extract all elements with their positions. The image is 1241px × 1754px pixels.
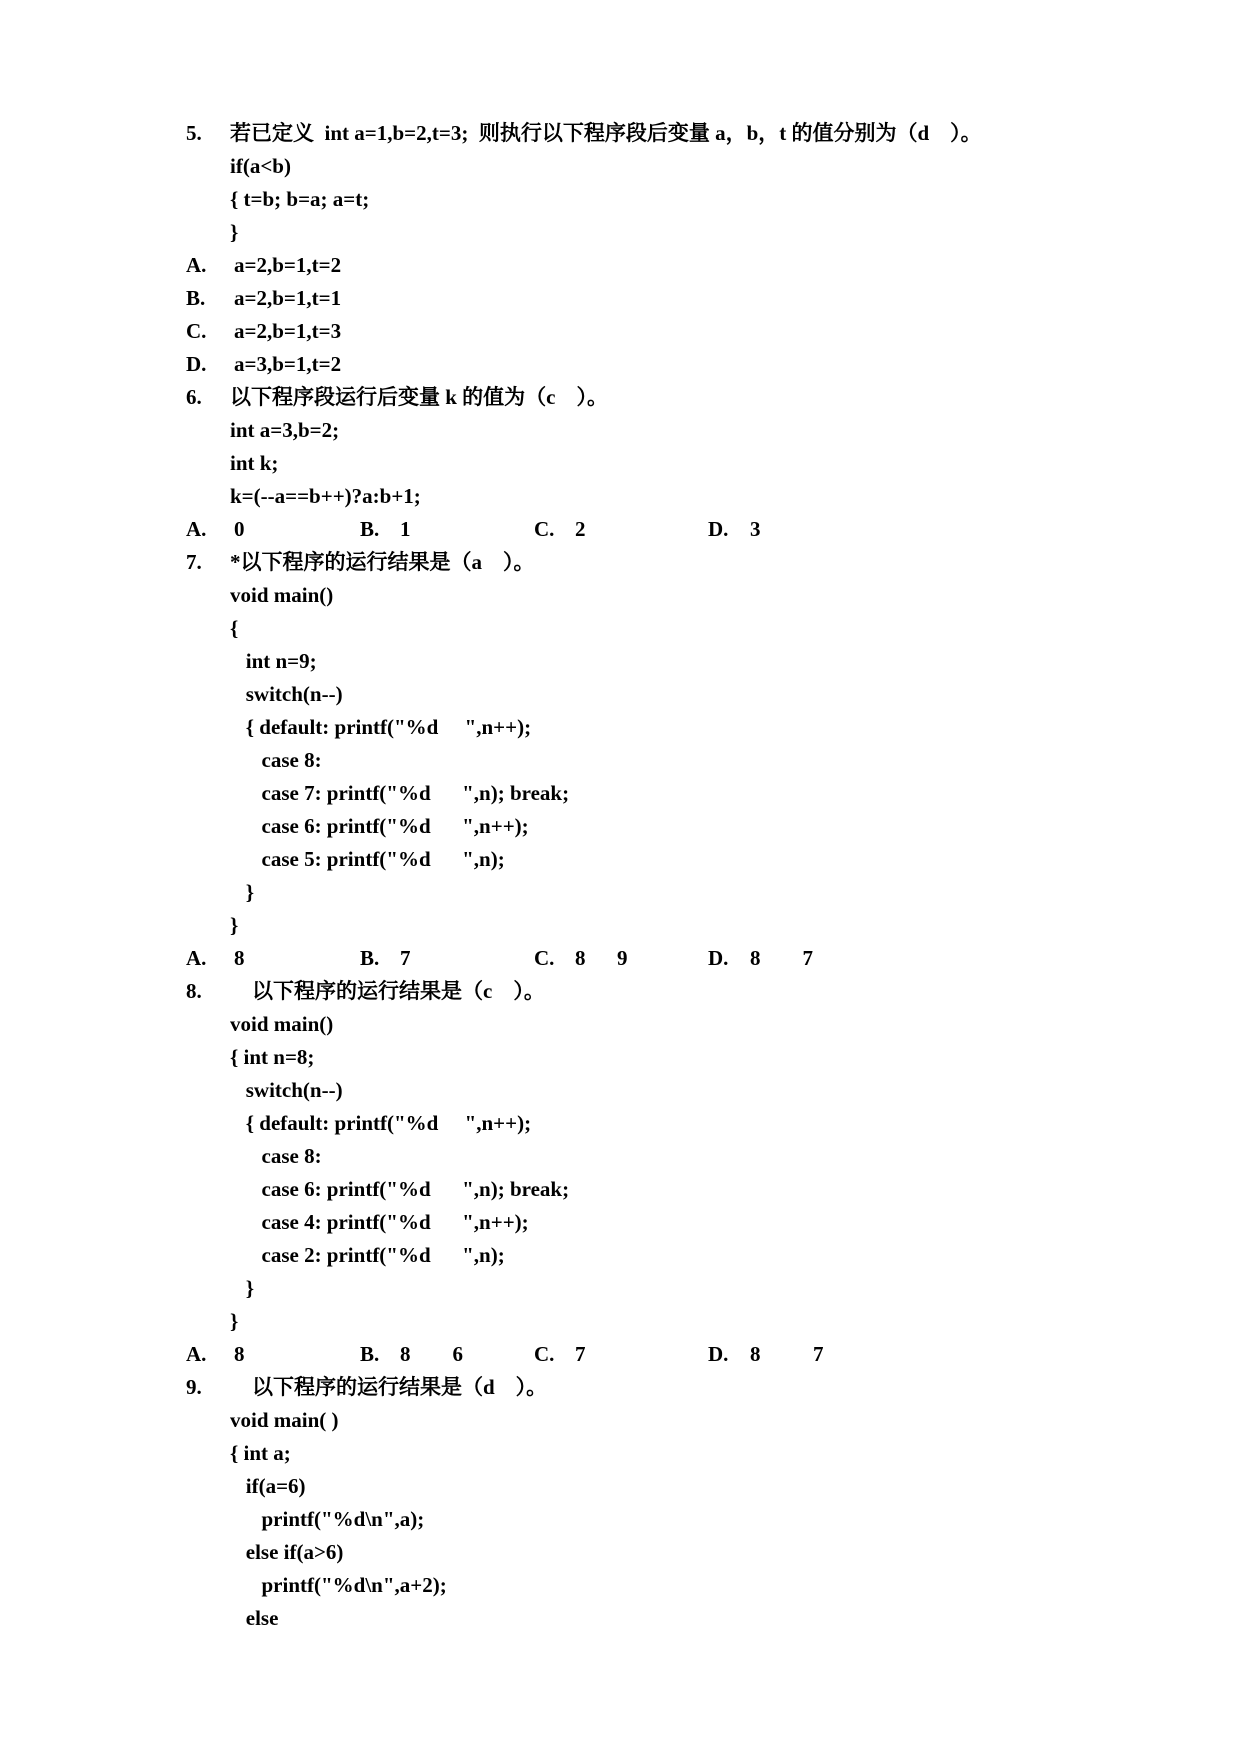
option-text: a=2,b=1,t=1 xyxy=(234,286,342,310)
option-text: 2 xyxy=(575,517,586,541)
question-number: 6. xyxy=(186,385,202,409)
option-label: A. xyxy=(186,946,207,970)
code-line: void main() xyxy=(230,583,334,607)
code-line: case 5: printf("%d ",n); xyxy=(230,847,505,871)
code-line: printf("%d\n",a); xyxy=(230,1507,425,1531)
question-stem: 以下程序的运行结果是（d ）。 xyxy=(252,1375,548,1399)
option-text: 7 xyxy=(400,946,411,970)
option-label: B. xyxy=(360,946,380,970)
code-line: { xyxy=(230,616,239,640)
question-stem: 以下程序段运行后变量 k 的值为（c ）。 xyxy=(230,385,608,409)
question-number: 7. xyxy=(186,550,202,574)
option-label: C. xyxy=(186,319,207,343)
code-line: case 6: printf("%d ",n); break; xyxy=(230,1177,570,1201)
option-text: 8 9 xyxy=(575,946,628,970)
code-line: switch(n--) xyxy=(230,682,343,706)
option-text: 8 xyxy=(234,1342,245,1366)
option-label: A. xyxy=(186,253,207,277)
question-stem: *以下程序的运行结果是（a ）。 xyxy=(230,550,535,574)
code-line: { int n=8; xyxy=(230,1045,315,1069)
code-line: printf("%d\n",a+2); xyxy=(230,1573,447,1597)
code-line: int n=9; xyxy=(230,649,317,673)
code-line: case 7: printf("%d ",n); break; xyxy=(230,781,570,805)
option-text: 7 xyxy=(575,1342,586,1366)
code-line: void main( ) xyxy=(230,1408,339,1432)
code-line: case 2: printf("%d ",n); xyxy=(230,1243,505,1267)
option-label: B. xyxy=(360,517,380,541)
question-stem: 若已定义 int a=1,b=2,t=3; 则执行以下程序段后变量 a，b，t 的值分别为（d ）。 xyxy=(230,121,982,145)
code-line: { default: printf("%d ",n++); xyxy=(230,1111,532,1135)
option-label: D. xyxy=(708,946,729,970)
question-stem: 以下程序的运行结果是（c ）。 xyxy=(252,979,545,1003)
option-label: B. xyxy=(186,286,206,310)
code-line: case 4: printf("%d ",n++); xyxy=(230,1210,529,1234)
option-text: a=3,b=1,t=2 xyxy=(234,352,342,376)
code-line: { int a; xyxy=(230,1441,291,1465)
code-line: if(a=6) xyxy=(230,1474,306,1498)
code-line: int k; xyxy=(230,451,279,475)
option-label: D. xyxy=(708,1342,729,1366)
code-line: } xyxy=(230,1309,239,1333)
option-label: C. xyxy=(534,1342,555,1366)
code-line: if(a<b) xyxy=(230,154,291,178)
code-line: { default: printf("%d ",n++); xyxy=(230,715,532,739)
option-label: B. xyxy=(360,1342,380,1366)
code-line: } xyxy=(230,880,255,904)
option-text: 8 xyxy=(234,946,245,970)
code-line: case 8: xyxy=(230,748,322,772)
option-text: a=2,b=1,t=2 xyxy=(234,253,342,277)
code-line: k=(--a==b++)?a:b+1; xyxy=(230,484,421,508)
option-text: a=2,b=1,t=3 xyxy=(234,319,342,343)
question-number: 8. xyxy=(186,979,202,1003)
code-line: } xyxy=(230,913,239,937)
option-text: 8 6 xyxy=(400,1342,463,1366)
code-line: void main() xyxy=(230,1012,334,1036)
option-text: 8 7 xyxy=(750,1342,824,1366)
option-text: 0 xyxy=(234,517,245,541)
code-line: case 8: xyxy=(230,1144,322,1168)
code-line: { t=b; b=a; a=t; xyxy=(230,187,370,211)
option-text: 8 7 xyxy=(750,946,813,970)
option-label: D. xyxy=(186,352,207,376)
option-label: A. xyxy=(186,517,207,541)
option-text: 3 xyxy=(750,517,761,541)
option-label: D. xyxy=(708,517,729,541)
option-label: C. xyxy=(534,946,555,970)
option-text: 1 xyxy=(400,517,411,541)
question-number: 9. xyxy=(186,1375,202,1399)
code-line: switch(n--) xyxy=(230,1078,343,1102)
option-label: C. xyxy=(534,517,555,541)
code-line: case 6: printf("%d ",n++); xyxy=(230,814,529,838)
code-line: int a=3,b=2; xyxy=(230,418,340,442)
code-line: } xyxy=(230,220,239,244)
code-line: else xyxy=(230,1606,279,1630)
question-number: 5. xyxy=(186,121,202,145)
option-label: A. xyxy=(186,1342,207,1366)
code-line: } xyxy=(230,1276,255,1300)
code-line: else if(a>6) xyxy=(230,1540,344,1564)
